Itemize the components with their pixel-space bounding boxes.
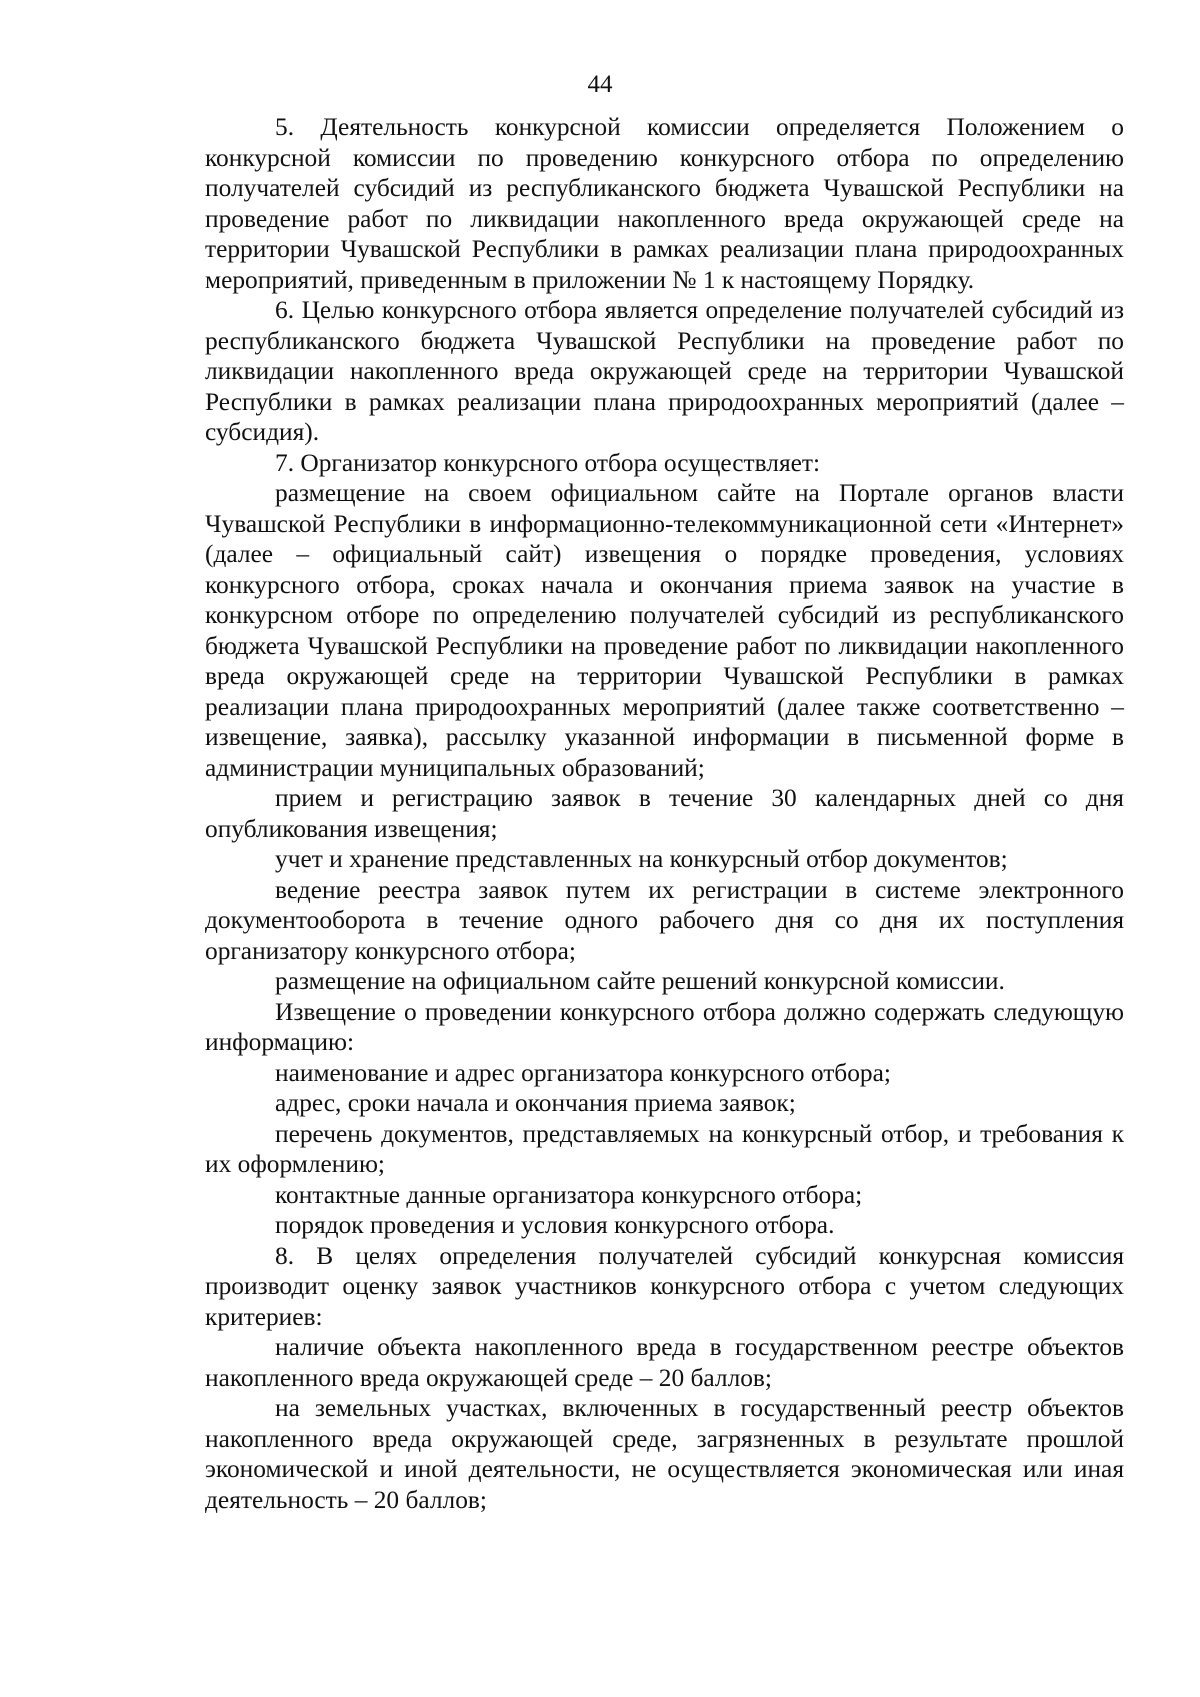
notice-item-contacts: контактные данные организатора конкурсного отбора;: [275, 1180, 863, 1209]
duty-decisions-publication: размещение на официальном сайте решений конкурсной комиссии.: [275, 967, 1005, 995]
duty-document-storage: учет и хранение представленных на конкурсный отбор документов;: [275, 845, 1008, 873]
criterion-no-activity: на земельных участках, включенных в государственный реестр объектов накопленного вреда окружающей среде, загрязненных в результате прошлой экономической и иной деятельности, не осуществляется экономическая или иная деятельность – 20 баллов;: [205, 1394, 1124, 1514]
paragraph-5-commission-activity: 5. Деятельность конкурсной комиссии определяется Положением о конкурсной комиссии по проведению конкурсного отбора по определению получателей субсидий из республиканского бюджета Чувашской Республики на проведение работ по ликвидации накопленного вреда окружающей среде на территории Чувашской Республики в рамках реализации плана природоохранных мероприятий, приведенным в приложении № 1 к настоящему Порядку.: [205, 113, 1124, 294]
paragraph-8-evaluation-criteria: 8. В целях определения получателей субсидий конкурсная комиссия производит оценку заявок участников конкурсного отбора с учетом следующих критериев:: [205, 1241, 1124, 1331]
notice-item-deadlines: адрес, сроки начала и окончания приема заявок;: [275, 1089, 796, 1117]
duty-application-registry: ведение реестра заявок путем их регистрации в системе электронного документооборота в течение одного рабочего дня со дня их поступления организатору конкурсного отбора;: [205, 875, 1124, 965]
page-number: 44: [587, 71, 613, 98]
paragraph-7-organizer-duties: 7. Организатор конкурсного отбора осуществляет:: [275, 448, 821, 477]
duty-publication: размещение на своем официальном сайте на Портале органов власти Чувашской Республики в информационно-телекоммуникационной сети «Интернет» (далее – официальный сайт) извещения о порядке проведения, условиях конкурсного отбора, сроках начала и окончания приема заявок на участие в конкурсном отборе по определению получателей субсидий из республиканского бюджета Чувашской Республики на проведение работ по ликвидации накопленного вреда окружающей среде на территории Чувашской Республики в рамках реализации плана природоохранных мероприятий (далее также соответственно – извещение, заявка), рассылку указанной информации в письменной форме в администрации муниципальных образований;: [205, 479, 1124, 782]
notice-item-organizer-address: наименование и адрес организатора конкурсного отбора;: [275, 1058, 891, 1087]
paragraph-6-selection-goal: 6. Целью конкурсного отбора является определение получателей субсидий из республиканского бюджета Чувашской Республики на проведение работ по ликвидации накопленного вреда окружающей среде на территории Чувашской Республики в рамках реализации плана природоохранных мероприятий (далее – субсидия).: [205, 296, 1124, 446]
criterion-registry-presence: наличие объекта накопленного вреда в государственном реестре объектов накопленного вреда окружающей среде – 20 баллов;: [205, 1333, 1124, 1392]
document-body: [205, 112, 1124, 1515]
notice-contents-intro: Извещение о проведении конкурсного отбора должно содержать следующую информацию:: [205, 997, 1124, 1056]
notice-item-procedure: порядок проведения и условия конкурсного отбора.: [275, 1211, 835, 1239]
duty-application-intake: прием и регистрацию заявок в течение 30 календарных дней со дня опубликования извещения;: [205, 784, 1124, 843]
notice-item-documents: перечень документов, представляемых на конкурсный отбор, и требования к их оформлению;: [205, 1119, 1124, 1178]
